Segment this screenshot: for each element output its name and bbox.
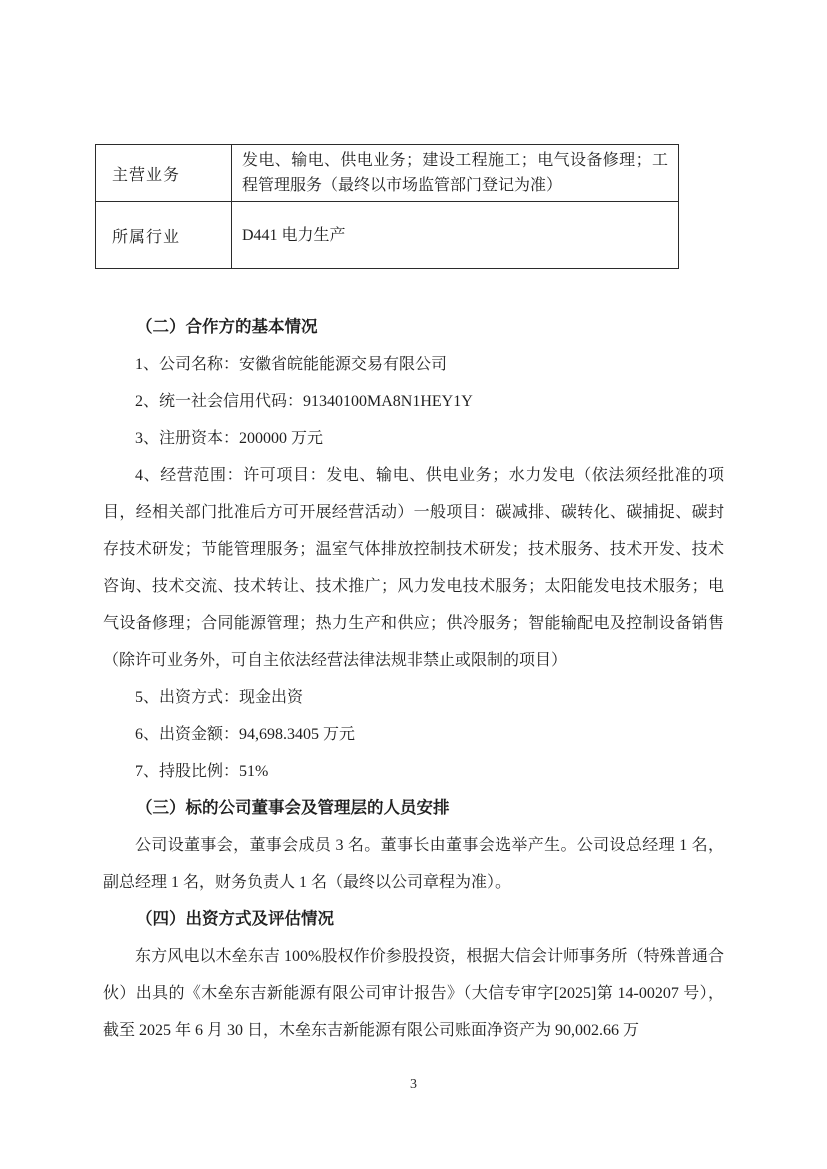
section-2-item-registered-capital: 3、注册资本：200000 万元	[135, 430, 324, 447]
section-4-paragraph: 东方风电以木垒东吉 100%股权作价参股投资，根据大信会计师事务所（特殊普通合伙）出具的《木垒东吉新能源有限公司审计报告》（大信专审字[2025]第 14-00207 号），截至 2025 年 6 月 30 日，木垒东吉新能源有限公司账面净资产为 90,002.66 万	[103, 948, 724, 1039]
section-3-heading: （三）标的公司董事会及管理层的人员安排	[136, 799, 450, 817]
section-2-item-contribution-amount: 6、出资金额：94,698.3405 万元	[135, 726, 356, 743]
section-2-item-business-scope: 4、经营范围：许可项目：发电、输电、供电业务；水力发电（依法须经批准的项目，经相关部门批准后方可开展经营活动）一般项目：碳减排、碳转化、碳捕捉、碳封存技术研发；节能管理服务；温室气体排放控制技术研发；技术服务、技术开发、技术咨询、技术交流、技术转让、技术推广；风力发电技术服务；太阳能发电技术服务；电气设备修理；合同能源管理；热力生产和供应；供冷服务；智能输配电及控制设备销售（除许可业务外，可自主依法经营法律法规非禁止或限制的项目）	[103, 467, 724, 669]
main-business-label: 主营业务	[96, 145, 232, 202]
page-number: 3	[410, 1077, 417, 1092]
table-row	[96, 202, 679, 269]
section-2-item-company-name: 1、公司名称：安徽省皖能能源交易有限公司	[135, 356, 448, 373]
industry-label: 所属行业	[96, 202, 232, 269]
document-body	[103, 309, 724, 1049]
section-3-paragraph: 公司设董事会，董事会成员 3 名。董事长由董事会选举产生。公司设总经理 1 名，副总经理 1 名，财务负责人 1 名（最终以公司章程为准）。	[103, 837, 724, 891]
industry-value: D441 电力生产	[232, 202, 679, 269]
table-row	[96, 145, 679, 202]
section-2-item-contribution-method: 5、出资方式：现金出资	[135, 689, 304, 706]
main-business-value: 发电、输电、供电业务；建设工程施工；电气设备修理；工程管理服务（最终以市场监管部门登记为准）	[232, 145, 679, 202]
section-2-item-credit-code: 2、统一社会信用代码：91340100MA8N1HEY1Y	[135, 393, 473, 410]
section-2-item-shareholding-ratio: 7、持股比例：51%	[135, 763, 269, 780]
section-2-heading: （二）合作方的基本情况	[136, 318, 318, 336]
section-4-heading: （四）出资方式及评估情况	[136, 910, 334, 928]
company-info-table	[95, 144, 679, 269]
